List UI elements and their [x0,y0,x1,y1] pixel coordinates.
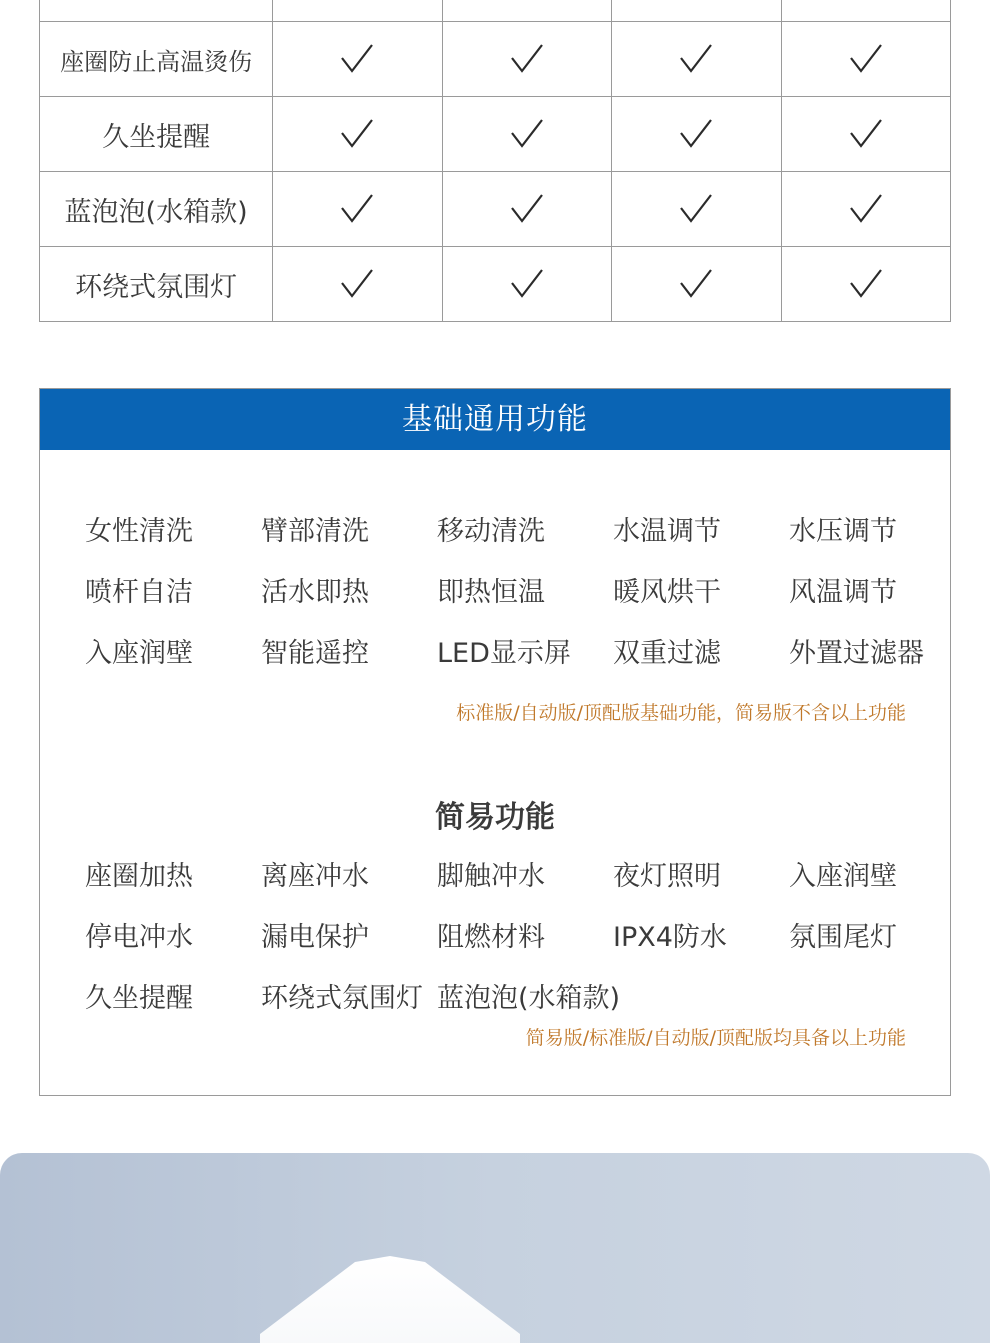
table-cell [612,97,781,172]
basic-note: 标准版/自动版/顶配版基础功能，简易版不含以上功能 [456,702,906,724]
table-cell [442,247,611,322]
table-cell [781,97,951,172]
table-cell [273,97,442,172]
table-cell [781,172,951,247]
table-row-partial [40,0,951,22]
feature-item: 漏电保护 [261,922,369,953]
table-cell [612,22,781,97]
feature-item: 环绕式氛围灯 [261,983,423,1014]
feature-item: 双重过滤 [613,638,721,669]
table-cell [442,172,611,247]
check-icon [340,43,374,75]
check-icon [510,43,544,75]
feature-item: 智能遥控 [261,638,369,669]
feature-item: 入座润壁 [85,638,193,669]
feature-item: 喷杆自洁 [85,577,193,608]
table-cell [40,0,273,22]
panel-header: 基础通用功能 [40,389,950,450]
check-icon [679,193,713,225]
feature-item: 臂部清洗 [261,516,369,547]
feature-item: 外置过滤器 [789,638,924,669]
feature-item: 水压调节 [789,516,897,547]
check-icon [679,268,713,300]
table-cell [273,247,442,322]
check-icon [340,268,374,300]
check-icon [510,118,544,150]
product-image-area [0,1153,990,1343]
feature-item: 入座润壁 [789,861,897,892]
row-label: 蓝泡泡(水箱款) [40,172,273,247]
table-row [40,22,951,97]
row-label: 久坐提醒 [40,97,273,172]
table-row [40,247,951,322]
feature-item: 暖风烘干 [613,577,721,608]
feature-item: 座圈加热 [85,861,193,892]
check-icon [849,268,883,300]
feature-item: 氛围尾灯 [789,922,897,953]
feature-item: 久坐提醒 [85,983,193,1014]
feature-item: 停电冲水 [85,922,193,953]
simple-title: 简易功能 [435,800,555,835]
simple-feature-grid [85,846,945,1029]
table-cell [612,0,781,22]
feature-item: 移动清洗 [437,516,545,547]
check-icon [849,43,883,75]
table-cell [781,0,951,22]
check-icon [849,193,883,225]
feature-item [789,968,965,1029]
feature-item: 阻燃材料 [437,922,545,953]
row-label: 环绕式氛围灯 [40,247,273,322]
check-icon [510,268,544,300]
check-icon [340,193,374,225]
row-label: 座圈防止高温烫伤 [40,22,273,97]
feature-item [613,968,789,1029]
feature-item: 夜灯照明 [613,861,721,892]
feature-item: 蓝泡泡(水箱款) [437,983,621,1014]
feature-item: 活水即热 [261,577,369,608]
feature-item: 女性清洗 [85,516,193,547]
table-cell [612,247,781,322]
check-icon [849,118,883,150]
feature-item: 即热恒温 [437,577,545,608]
feature-item: 风温调节 [789,577,897,608]
toilet-lid-shape [260,1256,520,1343]
feature-item: 离座冲水 [261,861,369,892]
table-cell [781,22,951,97]
feature-item: LED显示屏 [437,638,571,669]
feature-item: 脚触冲水 [437,861,545,892]
check-icon [340,118,374,150]
table-cell [442,0,611,22]
table-row [40,172,951,247]
table-cell [442,22,611,97]
simple-note: 简易版/标准版/自动版/顶配版均具备以上功能 [525,1027,906,1049]
comparison-table [39,0,951,322]
feature-item: IPX4防水 [613,922,727,953]
table-cell [273,172,442,247]
basic-feature-grid [85,501,945,684]
feature-panel [39,388,951,1096]
check-icon [510,193,544,225]
table-cell [273,22,442,97]
check-icon [679,118,713,150]
table-row [40,97,951,172]
feature-item: 水温调节 [613,516,721,547]
table-cell [612,172,781,247]
table-cell [442,97,611,172]
table-cell [273,0,442,22]
check-icon [679,43,713,75]
table-cell [781,247,951,322]
